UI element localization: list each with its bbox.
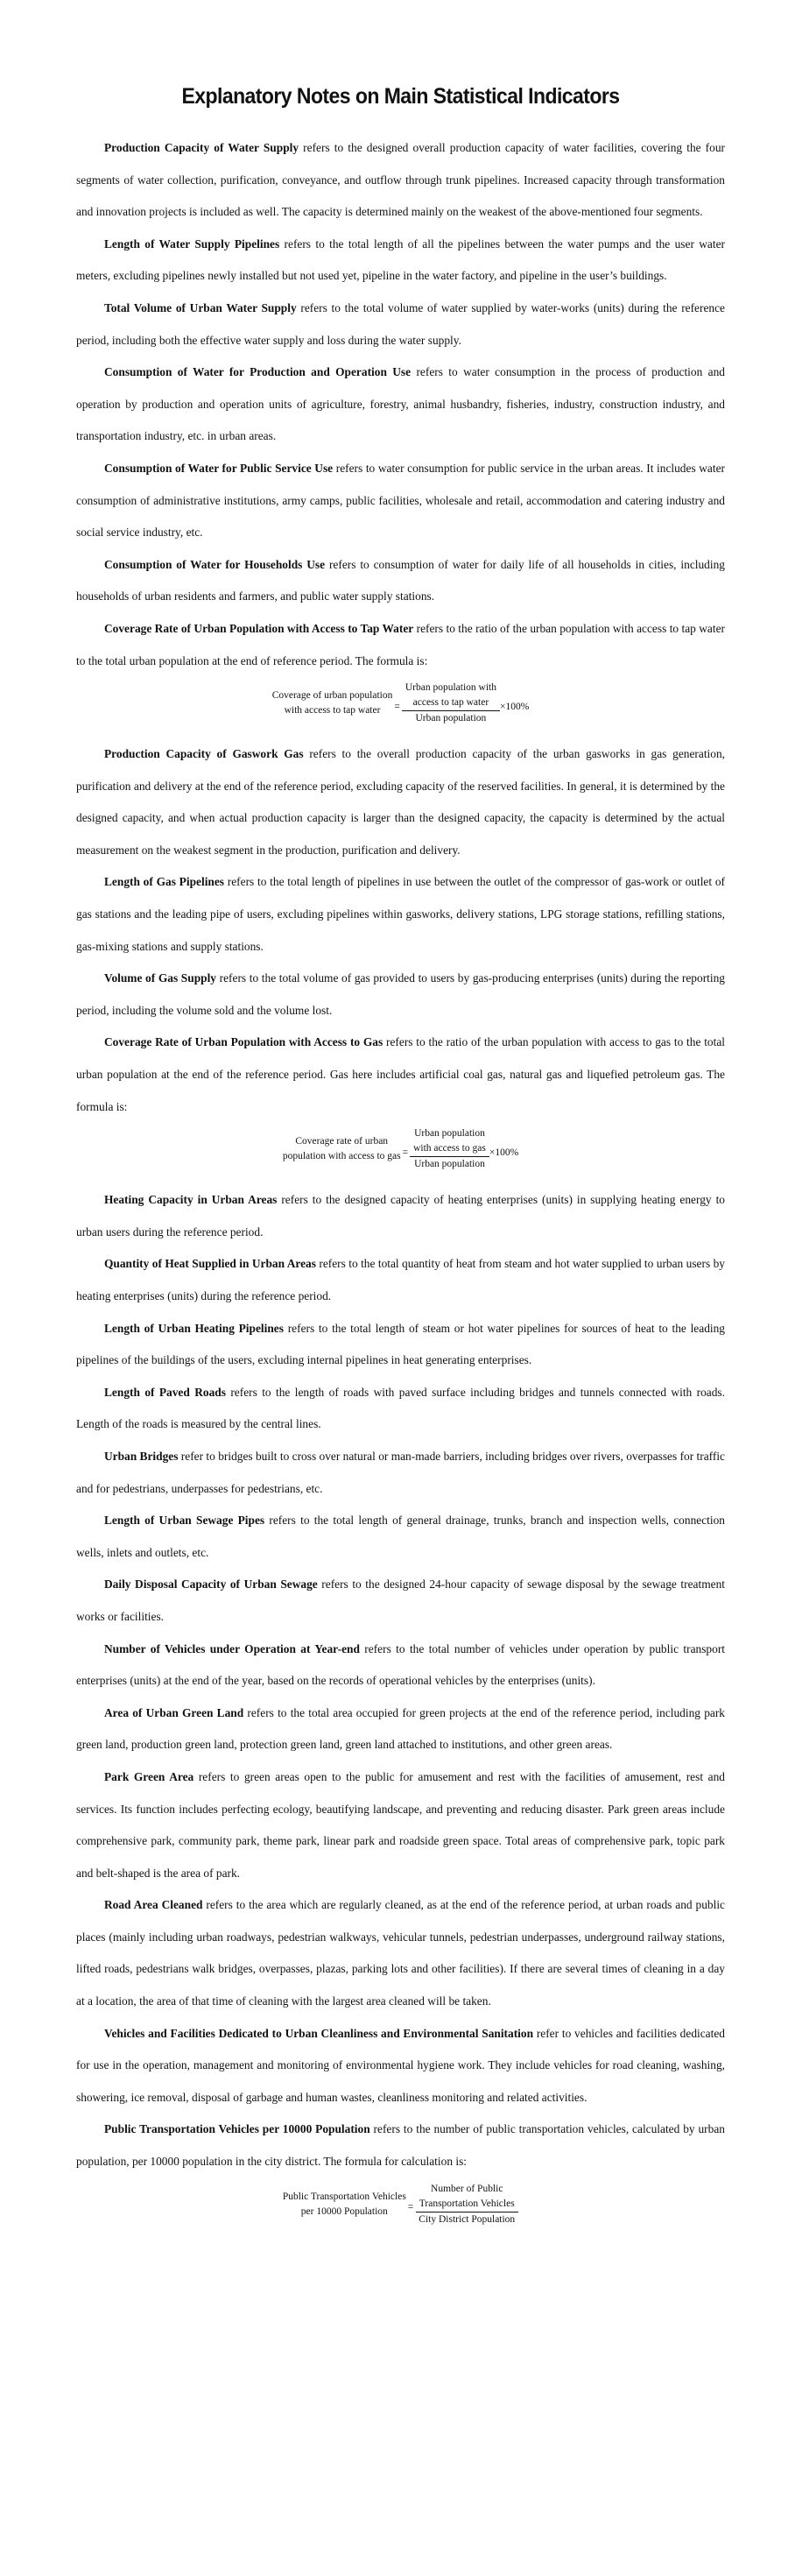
numerator-line: Urban population with: [405, 682, 496, 694]
indicator-definition: refers to the area which are regularly cleaned, as at the end of the reference period, at urban roads and public places (mainly including urban roadways, pedestrian walkways, vehicular tunnels, pedestrian underpasses, underground railway stations, lifted roads, pedestrians walk bridges, overpasses, plazas, parking lots and other facilities). If there are several times of cleaning in a day at a location, the area of that time of cleaning with the largest area cleaned will be taken.: [76, 1898, 726, 2008]
indicator-definition: refers to green areas open to the public for amusement and rest with the facilities of amusement, rest and services. Its function includes perfecting ecology, beautifying landscape, and preventing and reducing disaster. Park green areas include comprehensive park, community park, theme park, linear park and roadside green space. Total areas of comprehensive park, topic park and belt-shaped is the area of park.: [76, 1769, 725, 1880]
indicator-term: Heating Capacity in Urban Areas: [104, 1193, 278, 1207]
numerator-line: Number of Public: [431, 2183, 503, 2194]
indicator-term: Production Capacity of Gaswork Gas: [104, 747, 304, 761]
formula-denominator: Urban population: [415, 713, 487, 724]
indicator-term: Quantity of Heat Supplied in Urban Areas: [104, 1257, 316, 1271]
indicator-paragraph: [76, 1441, 725, 1505]
equals-sign: =: [407, 2202, 414, 2213]
equals-sign: =: [394, 701, 400, 712]
gas-coverage-formula: [76, 1126, 725, 1172]
indicator-definition: refers to the total length of general drainage, trunks, branch and inspection wells, connection wells, inlets and outlets, etc.: [76, 1514, 725, 1559]
indicator-term: Public Transportation Vehicles per 10000 Population: [104, 2122, 370, 2136]
tap-water-coverage-formula: [76, 681, 725, 726]
numerator-line: with access to gas: [413, 1143, 486, 1154]
formula-fraction: [410, 1126, 489, 1172]
indicator-term: Daily Disposal Capacity of Urban Sewage: [104, 1577, 318, 1591]
indicator-paragraph: [76, 2114, 725, 2177]
formula-lhs: [283, 2190, 406, 2220]
transport-vehicles-formula: [76, 2182, 725, 2227]
numerator-line: Transportation Vehicles: [419, 2198, 515, 2209]
formula-lhs-line: Coverage rate of urban: [295, 1136, 389, 1147]
formula-lhs-line: Public Transportation Vehicles: [282, 2191, 406, 2202]
numerator-line: access to tap water: [412, 697, 489, 709]
indicator-paragraph: [76, 963, 725, 1027]
document-body: [76, 132, 725, 2240]
indicator-paragraph: [76, 1697, 725, 1761]
indicator-term: Urban Bridges: [104, 1449, 179, 1463]
indicator-definition: refers to the total length of steam or hot water pipelines for sources of heat to the leading pipelines of the buildings of the users, excluding internal pipelines in heat generating enterprises.: [76, 1321, 725, 1367]
indicator-definition: refers to the ratio of the urban population with access to gas to the total urban population at the end of the reference period. Gas here includes artificial coal gas, natural gas and liquefied petroleum gas. The formula is:: [76, 1035, 726, 1113]
indicator-paragraph: [76, 1248, 725, 1312]
indicator-paragraph: [76, 1634, 725, 1697]
indicator-paragraph: [76, 613, 725, 677]
formula-lhs-line: with access to tap water: [284, 705, 381, 716]
equals-sign: =: [402, 1147, 409, 1158]
indicator-term: Consumption of Water for Production and Operation Use: [104, 365, 412, 379]
indicator-paragraph: [76, 1569, 725, 1633]
indicator-term: Length of Urban Heating Pipelines: [104, 1321, 284, 1335]
indicator-paragraph: [76, 549, 725, 613]
formula-multiplier: ×100%: [499, 701, 530, 712]
indicator-definition: refers to consumption of water for daily life of all households in cities, including households of urban residents and farmers, and public water supply stations.: [76, 557, 725, 603]
indicator-definition: refers to the total area occupied for green projects at the end of the reference period, including park green land, production green land, protection green land, green land attached to institutions, and other green areas.: [76, 1705, 725, 1752]
indicator-paragraph: [76, 738, 725, 866]
indicator-definition: refers to the total volume of water supplied by water-works (units) during the reference period, including both the effective water supply and loss during the water supply.: [76, 300, 725, 347]
formula-denominator: City District Population: [419, 2213, 516, 2225]
indicator-definition: refers to the total quantity of heat from steam and hot water supplied to urban users by heating enterprises (units) during the reference period.: [76, 1257, 725, 1302]
indicator-term: Park Green Area: [104, 1769, 194, 1783]
indicator-term: Total Volume of Urban Water Supply: [104, 300, 297, 314]
formula-fraction: [415, 2182, 518, 2227]
formula-numerator: [416, 2182, 518, 2213]
indicator-definition: refers to the number of public transportation vehicles, calculated by urban population, per 10000 population in the city district. The formula for calculation is:: [76, 2122, 725, 2169]
indicator-paragraph: [76, 1761, 725, 1889]
formula-lhs: [272, 688, 393, 718]
indicator-paragraph: [76, 453, 725, 549]
indicator-definition: refer to bridges built to cross over natural or man-made barriers, including bridges over rivers, overpasses for traffic and for pedestrians, underpasses for pedestrians, etc.: [76, 1449, 725, 1495]
indicator-paragraph: [76, 229, 725, 293]
indicator-paragraph: [76, 1184, 725, 1248]
indicator-term: Volume of Gas Supply: [104, 971, 216, 985]
indicator-term: Consumption of Water for Public Service Use: [104, 461, 334, 475]
formula-numerator: [410, 1126, 489, 1157]
indicator-paragraph: [76, 1377, 725, 1441]
indicator-term: Coverage Rate of Urban Population with Access to Tap Water: [104, 621, 414, 635]
indicator-paragraph: [76, 132, 725, 229]
page-title: Explanatory Notes on Main Statistical Indicators: [181, 84, 620, 109]
indicator-term: Length of Urban Sewage Pipes: [104, 1514, 265, 1528]
indicator-definition: refers to the length of roads with paved surface including bridges and tunnels connected with roads. Length of the roads is measured by the central lines.: [76, 1385, 725, 1431]
indicator-definition: refers to the overall production capacity of the urban gasworks in gas generation, purification and delivery at the end of the reference period, excluding capacity of the reserved facilities. In general, it is determined by the designed capacity, and when actual production capacity is larger than the designed capacity, the capacity is determined by the actual measurement on the weakest segment in the production, purification and delivery.: [76, 747, 725, 857]
indicator-paragraph: [76, 356, 725, 453]
indicator-definition: refers to the total length of pipelines in use between the outlet of the compressor of gas-work or outlet of gas stations and the leading pipe of users, excluding pipelines within gasworks, delivery stations, LPG storage stations, refilling stations, gas-mixing stations and supply stations.: [76, 875, 725, 953]
indicator-term: Number of Vehicles under Operation at Year-end: [104, 1641, 360, 1655]
indicator-definition: refers to the designed overall production capacity of water facilities, covering the four segments of water collection, purification, conveyance, and outflow through trunk pipelines. Increased capacity through transformation and innovation projects is included as well. The capacity is determined mainly on the weakest of the above-mentioned four segments.: [76, 141, 725, 219]
indicator-definition: refer to vehicles and facilities dedicated for use in the operation, management and monitoring of environmental hygiene work. They include vehicles for road cleaning, washing, showering, ice removal, disposal of garbage and human wastes, cleanliness monitoring and related activities.: [76, 2026, 725, 2104]
indicator-definition: refers to water consumption in the process of production and operation by production and operation units of agriculture, forestry, animal husbandry, fisheries, industry, construction industry, and transportation industry, etc. in urban areas.: [76, 365, 725, 443]
indicator-term: Vehicles and Facilities Dedicated to Urban Cleanliness and Environmental Sanitation: [104, 2026, 534, 2040]
indicator-paragraph: [76, 866, 725, 963]
indicator-term: Road Area Cleaned: [104, 1898, 203, 1912]
indicator-definition: refers to the total length of all the pipelines between the water pumps and the user water meters, excluding pipelines newly installed but not used yet, pipeline in the water factory, and pipeline in the user’s buildings.: [76, 236, 725, 283]
formula-lhs-line: Coverage of urban population: [271, 690, 393, 702]
formula-lhs-line: population with access to gas: [282, 1151, 401, 1162]
formula-lhs: [283, 1134, 401, 1164]
indicator-paragraph: [76, 1889, 725, 2017]
indicator-term: Coverage Rate of Urban Population with Access to Gas: [104, 1035, 383, 1049]
indicator-paragraph: [76, 1313, 725, 1377]
formula-multiplier: ×100%: [489, 1147, 519, 1158]
indicator-paragraph: [76, 1505, 725, 1569]
formula-fraction: [402, 681, 500, 726]
indicator-paragraph: [76, 2018, 725, 2114]
indicator-definition: refers to the designed capacity of heating enterprises (units) in supplying heating energy to urban users during the reference period.: [76, 1193, 725, 1239]
indicator-term: Production Capacity of Water Supply: [104, 141, 299, 154]
indicator-term: Area of Urban Green Land: [104, 1705, 244, 1719]
indicator-term: Length of Paved Roads: [104, 1385, 226, 1399]
indicator-paragraph: [76, 1027, 725, 1123]
indicator-definition: refers to water consumption for public service in the urban areas. It includes water consumption of administrative institutions, army camps, public facilities, wholesale and retail, accommodation and catering industry and social service industry, etc.: [76, 461, 725, 540]
indicator-term: Length of Gas Pipelines: [104, 875, 225, 889]
indicator-definition: refers to the total number of vehicles under operation by public transport enterprises (units) at the end of the year, based on the records of operational vehicles by the enterprises (units).: [76, 1641, 725, 1688]
formula-numerator: [402, 681, 500, 711]
indicator-term: Length of Water Supply Pipelines: [104, 236, 280, 251]
indicator-paragraph: [76, 293, 725, 356]
indicator-definition: refers to the total volume of gas provided to users by gas-producing enterprises (units) during the reporting period, including the volume sold and the volume lost.: [76, 971, 725, 1017]
indicator-definition: refers to the designed 24-hour capacity of sewage disposal by the sewage treatment works or facilities.: [76, 1577, 725, 1623]
indicator-definition: refers to the ratio of the urban population with access to tap water to the total urban population at the end of reference period. The formula is:: [76, 621, 726, 667]
indicator-term: Consumption of Water for Households Use: [104, 557, 326, 571]
formula-lhs-line: per 10000 Population: [300, 2205, 388, 2217]
numerator-line: Urban population: [414, 1128, 485, 1140]
formula-denominator: Urban population: [414, 1159, 485, 1170]
